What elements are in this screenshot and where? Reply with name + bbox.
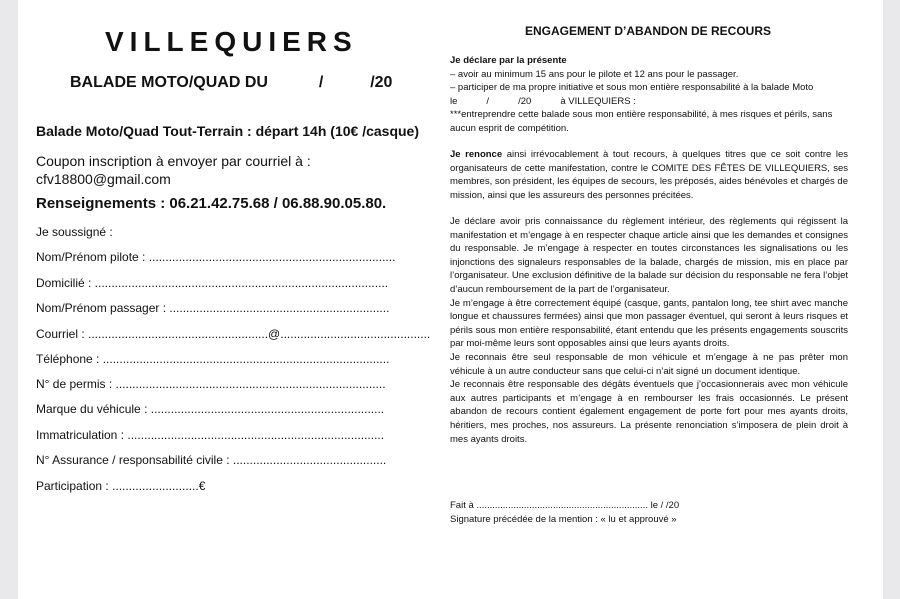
phone-info: Renseignements : 06.21.42.75.68 / 06.88.90.05.80. — [36, 195, 387, 212]
field-telephone[interactable]: Téléphone : ...................................................................................... — [36, 352, 390, 366]
engagement-title: ENGAGEMENT D’ABANDON DE RECOURS — [525, 24, 772, 38]
field-permis[interactable]: N° de permis : ................................................................................. — [36, 377, 386, 391]
field-marque[interactable]: Marque du véhicule : ...................................................................... — [36, 402, 385, 416]
vehicle-paragraph: Je reconnais être seul responsable de mon véhicule et m’engage à ne pas prêter mon véhicule à un autre conducteur sans que celui-ci n’ait signé un document identique. — [450, 351, 848, 377]
declare-initiative: – participer de ma propre initiative et sous mon entière responsabilité à la balade Moto — [450, 82, 814, 94]
damage-paragraph: Je reconnais être responsable des dégâts éventuels que j’occasionnerais avec mon véhicule aux autres participants et m’engage à en rembourser les frais occasionnés. Le présent abandon de recours contient également engagement de porte fort pour mes ayants droits, héritiers, mes proches, nos assureurs. La présente renonciation s’imposera de plein droit à mes ayants droits. — [450, 379, 848, 445]
renonce-block — [450, 148, 848, 202]
contact-email: cfv18800@gmail.com — [36, 171, 171, 187]
field-je-soussigne: Je soussigné : — [36, 225, 113, 239]
coupon-instructions — [36, 152, 311, 188]
field-passager[interactable]: Nom/Prénom passager : .................................................................. — [36, 301, 390, 315]
field-courriel[interactable]: Courriel : ......................................................@............................................. — [36, 327, 431, 341]
field-pilote[interactable]: Nom/Prénom pilote : .......................................................................... — [36, 250, 396, 264]
coupon-line: Coupon inscription à envoyer par courriel à : — [36, 153, 311, 169]
declaration-block — [450, 54, 848, 136]
subtitle-separator-1: / — [318, 74, 324, 91]
declare-date: le / /20 à VILLEQUIERS : — [450, 95, 636, 107]
rules-block — [450, 215, 848, 446]
field-assurance[interactable]: N° Assurance / responsabilité civile : .............................................. — [36, 453, 387, 467]
page-title: VILLEQUIERS — [105, 26, 358, 57]
subtitle-separator-2: /20 — [370, 74, 393, 91]
declare-risk: ***entreprendre cette balade sous mon entière responsabilité, à mes risques et périls, sans aucun esprit de compétition. — [450, 109, 833, 134]
signature-line: Signature précédée de la mention : « lu et approuvé » — [450, 514, 677, 525]
subtitle-prefix: BALADE MOTO/QUAD DU — [70, 74, 268, 91]
renonce-text: ainsi irrévocablement à tout recours, à quelques titres que ce soit contre les organisateurs de cette manifestation, contre le COMITE DES FÊTES DE VILLEQUIERS, ses membres, son président, les équipes de secours, les préposés, aides bénévoles et chargés de mission, ainsi que les assureurs des personnes précitées. — [450, 149, 848, 201]
field-domicile[interactable]: Domicilié : ........................................................................................ — [36, 276, 389, 290]
departure-info: Balade Moto/Quad Tout-Terrain : départ 14h (10€ /casque) — [36, 123, 419, 139]
renonce-bold: Je renonce — [450, 149, 503, 160]
event-subtitle — [70, 74, 392, 92]
equipment-paragraph: Je m’engage à être correctement équipé (casque, gants, pantalon long, tee shirt avec manche longue et chaussures fermées) ainsi que mon passager éventuel, qui seront à leurs risques et périls sous mon entière responsabilité, étant entendu que les présents engagements souscrits par moi-même leurs sont opposables ainsi que leurs ayants droits. — [450, 297, 848, 350]
field-immatriculation[interactable]: Immatriculation : ............................................................................. — [36, 428, 385, 442]
fait-a-line[interactable]: Fait à ................................................................. le / /20 — [450, 500, 680, 511]
rules-paragraph: Je déclare avoir pris connaissance du règlement intérieur, des règlements qui régissent la manifestation et m’engage à en respecter chaque article ainsi que les demandes et consignes du responsable. Je m’engage à respecter en toutes circonstances les signalisations ou les injonctions des signaleurs responsables de la balade, chargés de mission, mis en place par l’organisateur. Une exclusion définitive de la balade sur décision du responsable ne fera l’objet d’aucun remboursement de la part de l’organisateur. — [450, 216, 848, 295]
declare-age: – avoir au minimum 15 ans pour le pilote et 12 ans pour le passager. — [450, 68, 739, 80]
field-participation[interactable]: Participation : ..........................€ — [36, 479, 206, 493]
declare-heading: Je déclare par la présente — [450, 55, 567, 66]
